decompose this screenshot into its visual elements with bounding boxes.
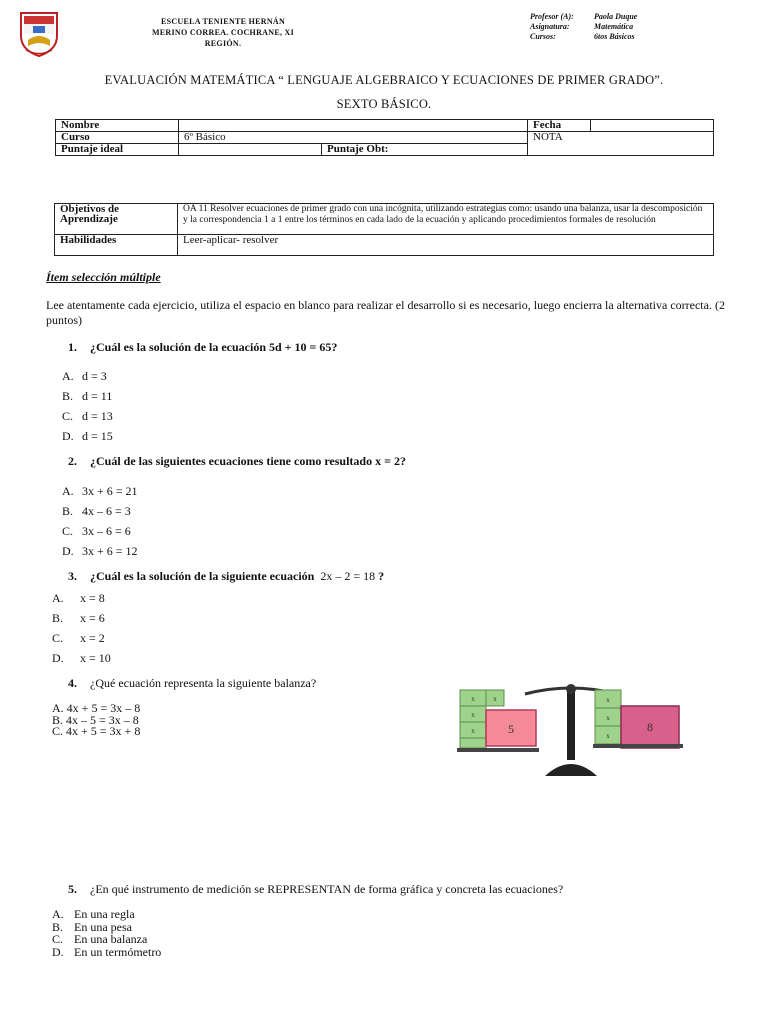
tile-label: x bbox=[471, 711, 475, 719]
option[interactable]: D. x = 10 bbox=[52, 651, 111, 665]
fecha-field[interactable] bbox=[591, 120, 714, 132]
info-value: 6tos Básicos bbox=[594, 32, 635, 41]
label-nombre: Nombre bbox=[56, 120, 179, 132]
label-nota: NOTA bbox=[528, 132, 714, 156]
question-number: 3. bbox=[68, 569, 77, 583]
school-crest-logo bbox=[18, 10, 60, 58]
label-puntaje-ideal: Puntaje ideal bbox=[56, 144, 179, 156]
curso-value: 6º Básico bbox=[179, 132, 528, 144]
option[interactable]: A. 3x + 6 = 21 bbox=[62, 484, 138, 498]
left-weight-label: 5 bbox=[508, 722, 514, 736]
option[interactable]: C. 4x + 5 = 3x + 8 bbox=[52, 724, 141, 738]
option[interactable]: C. 3x – 6 = 6 bbox=[62, 524, 131, 538]
question-2 bbox=[68, 454, 406, 469]
label-curso: Curso bbox=[56, 132, 179, 144]
exam-title: EVALUACIÓN MATEMÁTICA “ LENGUAJE ALGEBRAICO Y ECUACIONES DE PRIMER GRADO”. bbox=[104, 73, 664, 87]
exam-subtitle: SEXTO BÁSICO. bbox=[336, 97, 432, 111]
right-weight-label: 8 bbox=[647, 720, 653, 734]
options-q3 bbox=[52, 588, 111, 668]
school-line: MERINO CORREA. COCHRANE, XI bbox=[151, 28, 295, 37]
question-text: ¿Cuál de las siguientes ecuaciones tiene como resultado x = 2? bbox=[90, 454, 406, 468]
tile-label: x bbox=[606, 714, 610, 722]
info-key: Asignatura: bbox=[530, 22, 570, 31]
question-number: 1. bbox=[68, 340, 77, 354]
question-number: 5. bbox=[68, 882, 77, 896]
school-line: REGIÓN. bbox=[204, 39, 242, 48]
puntaje-ideal-field[interactable] bbox=[179, 144, 322, 156]
option[interactable]: B. x = 6 bbox=[52, 611, 105, 625]
tile-label: x bbox=[471, 695, 475, 703]
option[interactable]: D. 3x + 6 = 12 bbox=[62, 544, 138, 558]
student-info-table bbox=[55, 119, 714, 156]
question-3 bbox=[68, 569, 384, 584]
tile-label: x bbox=[606, 732, 610, 740]
question-5 bbox=[68, 882, 563, 897]
label-habilidades: Habilidades bbox=[55, 235, 178, 256]
nombre-field[interactable] bbox=[179, 120, 528, 132]
tile-label: x bbox=[493, 695, 497, 703]
options-q1 bbox=[62, 366, 113, 446]
info-key: Profesor (A): bbox=[530, 12, 574, 21]
label-puntaje-obt: Puntaje Obt: bbox=[322, 144, 528, 156]
option[interactable]: D. En un termómetro bbox=[52, 944, 162, 959]
objectives-table bbox=[54, 203, 714, 256]
options-q5 bbox=[52, 908, 161, 958]
label-fecha: Fecha bbox=[528, 120, 591, 132]
option[interactable]: D. d = 15 bbox=[62, 429, 113, 443]
options-q2 bbox=[62, 481, 138, 561]
option[interactable]: A. En una regla bbox=[52, 907, 135, 921]
options-q4 bbox=[52, 703, 140, 738]
info-key: Cursos: bbox=[530, 32, 556, 41]
question-number: 2. bbox=[68, 454, 77, 468]
option[interactable]: B. 4x – 5 = 3x – 8 bbox=[52, 712, 139, 727]
option[interactable]: A. d = 3 bbox=[62, 369, 107, 383]
question-text: ¿En qué instrumento de medición se REPRESENTAN de forma gráfica y concreta las ecuaciones? bbox=[90, 882, 564, 896]
school-line: ESCUELA TENIENTE HERNÁN bbox=[160, 17, 286, 26]
option[interactable]: C. x = 2 bbox=[52, 631, 105, 645]
teacher-info bbox=[530, 12, 637, 42]
question-text: ¿Cuál es la solución de la siguiente ecuación bbox=[90, 569, 315, 583]
habilidades-text: Leer-aplicar- resolver bbox=[178, 235, 714, 256]
section-title: Ítem selección múltiple bbox=[46, 270, 161, 284]
question-equation: 2x – 2 = 18 bbox=[320, 569, 376, 583]
option[interactable]: C. En una balanza bbox=[52, 932, 148, 946]
question-end: ? bbox=[378, 569, 385, 583]
tile-label: x bbox=[606, 696, 610, 704]
question-text: ¿Qué ecuación representa la siguiente balanza? bbox=[90, 676, 317, 690]
info-value: Matemática bbox=[594, 22, 634, 31]
option[interactable]: C. d = 13 bbox=[62, 409, 113, 423]
question-text: ¿Cuál es la solución de la ecuación 5d + 10 = 65? bbox=[90, 340, 338, 354]
instructions: Lee atentamente cada ejercicio, utiliza el espacio en blanco para realizar el desarrollo si es necesario, luego encierra la alternativa correcta. (2 puntos) bbox=[46, 298, 725, 327]
option[interactable]: B. En una pesa bbox=[52, 919, 132, 934]
objetivos-text: OA 11 Resolver ecuaciones de primer grado con una incógnita, utilizando estrategias como: usando una balanza, usar la descomposición y la correspondencia 1 a 1 entre los términos en cada lado de la ecuación y aplicando procedimientos formales de resolución bbox=[178, 204, 714, 235]
question-number: 4. bbox=[68, 676, 77, 690]
option[interactable]: B. d = 11 bbox=[62, 389, 113, 403]
tile-label: x bbox=[471, 727, 475, 735]
balance-scale-image bbox=[455, 680, 690, 780]
school-name bbox=[118, 16, 328, 49]
option[interactable]: A. 4x + 5 = 3x – 8 bbox=[52, 701, 141, 715]
question-4 bbox=[68, 676, 316, 691]
info-value: Paola Duque bbox=[594, 12, 638, 21]
option[interactable]: A. x = 8 bbox=[52, 591, 105, 605]
option[interactable]: B. 4x – 6 = 3 bbox=[62, 504, 131, 518]
label-objetivos: Objetivos de Aprendizaje bbox=[55, 204, 178, 235]
question-1 bbox=[68, 340, 337, 355]
